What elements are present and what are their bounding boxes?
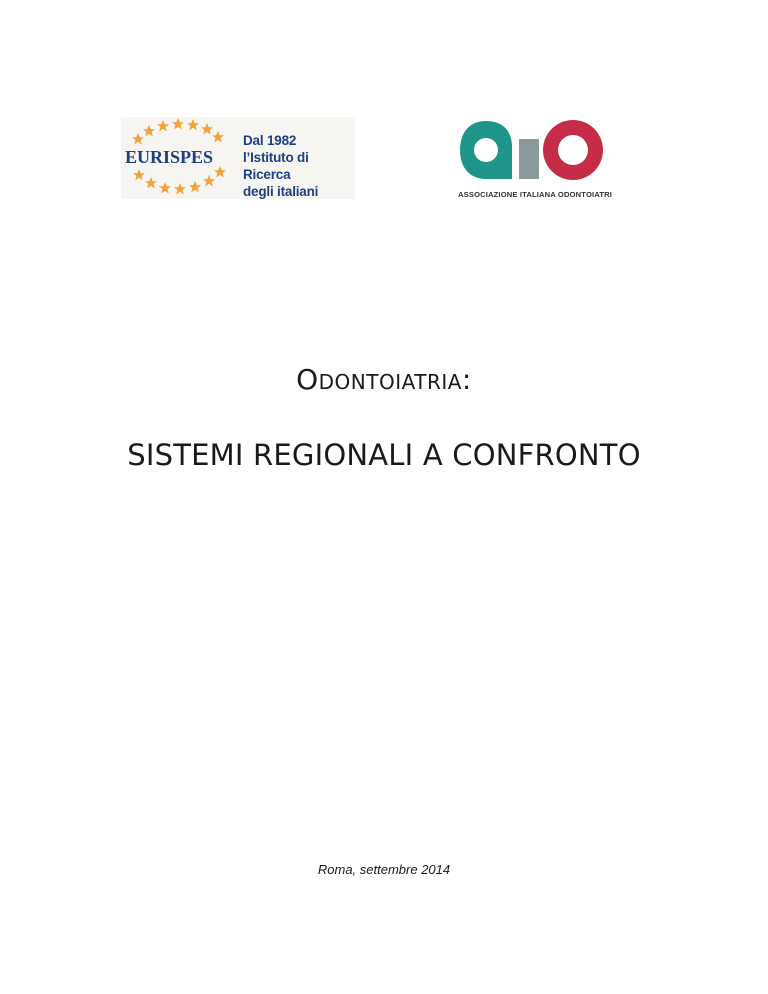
aio-letter-i xyxy=(519,139,539,179)
aio-logo xyxy=(456,113,646,205)
document-title: Odontoiatria: xyxy=(296,363,472,396)
aio-caption: ASSOCIAZIONE ITALIANA ODONTOIATRI xyxy=(458,190,613,199)
eurispes-emblem xyxy=(121,117,241,199)
document-subtitle: SISTEMI REGIONALI A CONFRONTO xyxy=(127,438,641,472)
tagline-line-1: Dal 1982 xyxy=(243,133,297,148)
eurispes-logo xyxy=(121,117,355,199)
eurispes-tagline xyxy=(243,132,355,200)
tagline-line-3: degli italiani xyxy=(243,184,319,199)
aio-letters-icon xyxy=(456,113,646,188)
place-and-date: Roma, settembre 2014 xyxy=(317,862,451,877)
eurispes-wordmark: EURISPES xyxy=(125,147,214,167)
tagline-line-2: l’Istituto di Ricerca xyxy=(243,150,309,182)
